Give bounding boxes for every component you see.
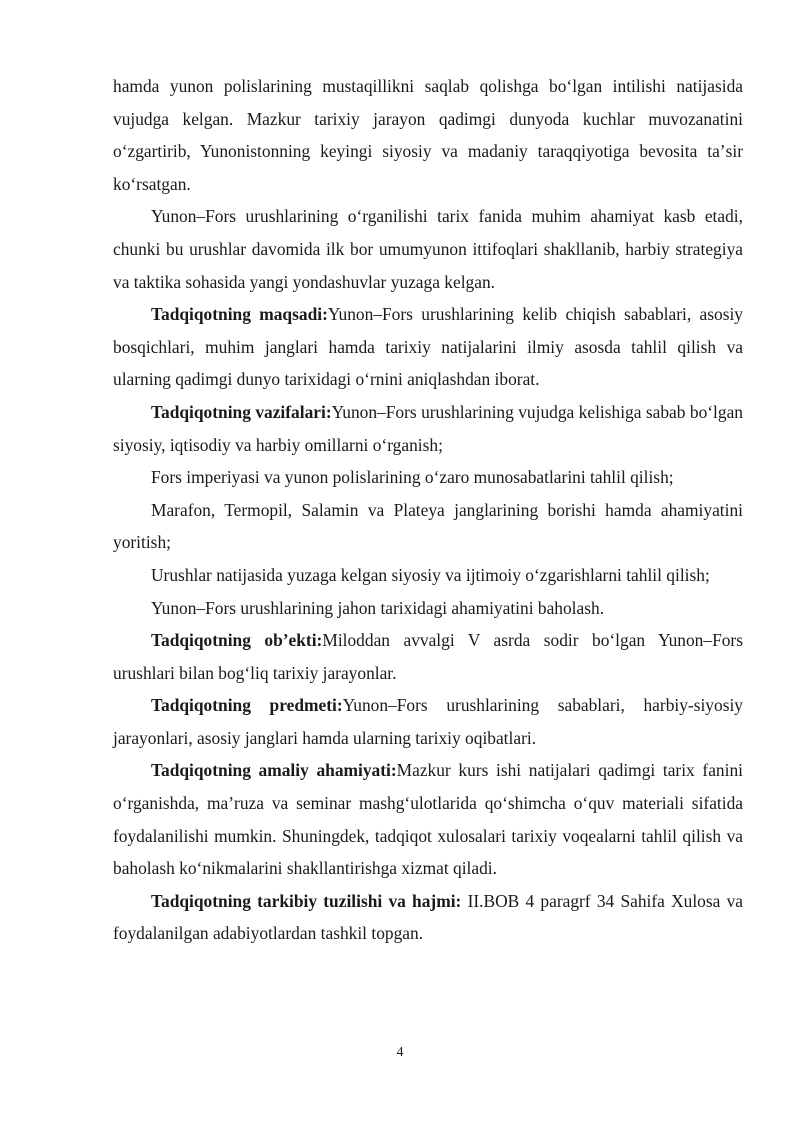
paragraph-text: Marafon, Termopil, Salamin va Plateya janglarining borishi hamda ahamiyatini yoritish;	[113, 499, 743, 553]
paragraph-text: Yunon–Fors urushlarining sabablari, harbiy-siyosiy jarayonlari, asosiy janglari hamda ularning tarixiy oqibatlari.	[113, 695, 743, 748]
paragraph-text: II.BOB 4 paragrf 34 Sahifa Xulosa va foydalanilgan adabiyotlardan tashkil topgan.	[113, 890, 744, 944]
paragraph-research-tasks	[113, 396, 743, 461]
paragraph-continuation	[113, 70, 743, 200]
paragraph-text: hamda yunon polislarining mustaqillikni saqlab qolishga boʻlgan intilishi natijasida vujudga kelgan. Mazkur tarixiy jarayon qadimgi dunyoda kuchlar muvozanatini oʻzgartirib, Yunonistonning keyingi siyosiy va madaniy taraqqiyotiga bevosita taʼsir koʻrsatgan.	[113, 76, 743, 194]
paragraph-text: Mazkur kurs ishi natijalari qadimgi tarix fanini oʻrganishda, maʼruza va seminar mashgʻulotlarida qoʻshimcha oʻquv materiali sifatida foydalanilishi mumkin. Shuningdek, tadqiqot xulosalari tarixiy voqealarni tahlil qilish va baholash koʻnikmalarini shakllantirishga xizmat qiladi.	[113, 760, 743, 879]
paragraph-task-item	[113, 559, 743, 592]
paragraph-research-subject	[113, 689, 743, 754]
paragraph-research-object	[113, 624, 743, 689]
research-subject-label: Tadqiqotning predmeti:	[151, 695, 343, 716]
paragraph-task-item	[113, 494, 743, 559]
practical-significance-label: Tadqiqotning amaliy ahamiyati:	[151, 760, 397, 781]
paragraph-text: Miloddan avvalgi V asrda sodir boʻlgan Yunon–Fors urushlari bilan bogʻliq tarixiy jarayonlar.	[113, 630, 743, 683]
paragraph-text: Yunon–Fors urushlarining oʻrganilishi tarix fanida muhim ahamiyat kasb etadi, chunki bu urushlar davomida ilk bor umumyunon ittifoqlari shakllanib, harbiy strategiya va taktika sohasida yangi yondashuvlar yuzaga kelgan.	[113, 206, 743, 292]
paragraph-task-item	[113, 592, 743, 625]
page-number: 4	[396, 1045, 404, 1060]
research-tasks-label: Tadqiqotning vazifalari:	[151, 401, 332, 422]
paragraph-structure-volume	[113, 885, 743, 950]
research-object-label: Tadqiqotning obʼekti:	[151, 630, 323, 651]
research-goal-label: Tadqiqotning maqsadi:	[151, 304, 328, 325]
paragraph-text: Urushlar natijasida yuzaga kelgan siyosiy va ijtimoiy oʻzgarishlarni tahlil qilish;	[151, 564, 710, 585]
paragraph-practical-significance	[113, 754, 743, 884]
structure-volume-label: Tadqiqotning tarkibiy tuzilishi va hajmi:	[151, 890, 468, 911]
paragraph-task-item	[113, 461, 743, 494]
document-body	[113, 70, 743, 950]
paragraph-relevance	[113, 200, 743, 298]
paragraph-text: Yunon–Fors urushlarining kelib chiqish sabablari, asosiy bosqichlari, muhim janglari hamda tarixiy natijalarini ilmiy asosda tahlil qilish va ularning qadimgi dunyo tarixidagi oʻrnini aniqlashdan iborat.	[113, 304, 743, 390]
paragraph-text: Yunon–Fors urushlarining vujudga kelishiga sabab boʻlgan siyosiy, iqtisodiy va harbiy omillarni oʻrganish;	[113, 401, 744, 455]
paragraph-research-goal	[113, 298, 743, 396]
paragraph-text: Fors imperiyasi va yunon polislarining oʻzaro munosabatlarini tahlil qilish;	[151, 467, 674, 488]
paragraph-text: Yunon–Fors urushlarining jahon tarixidagi ahamiyatini baholash.	[151, 597, 605, 618]
